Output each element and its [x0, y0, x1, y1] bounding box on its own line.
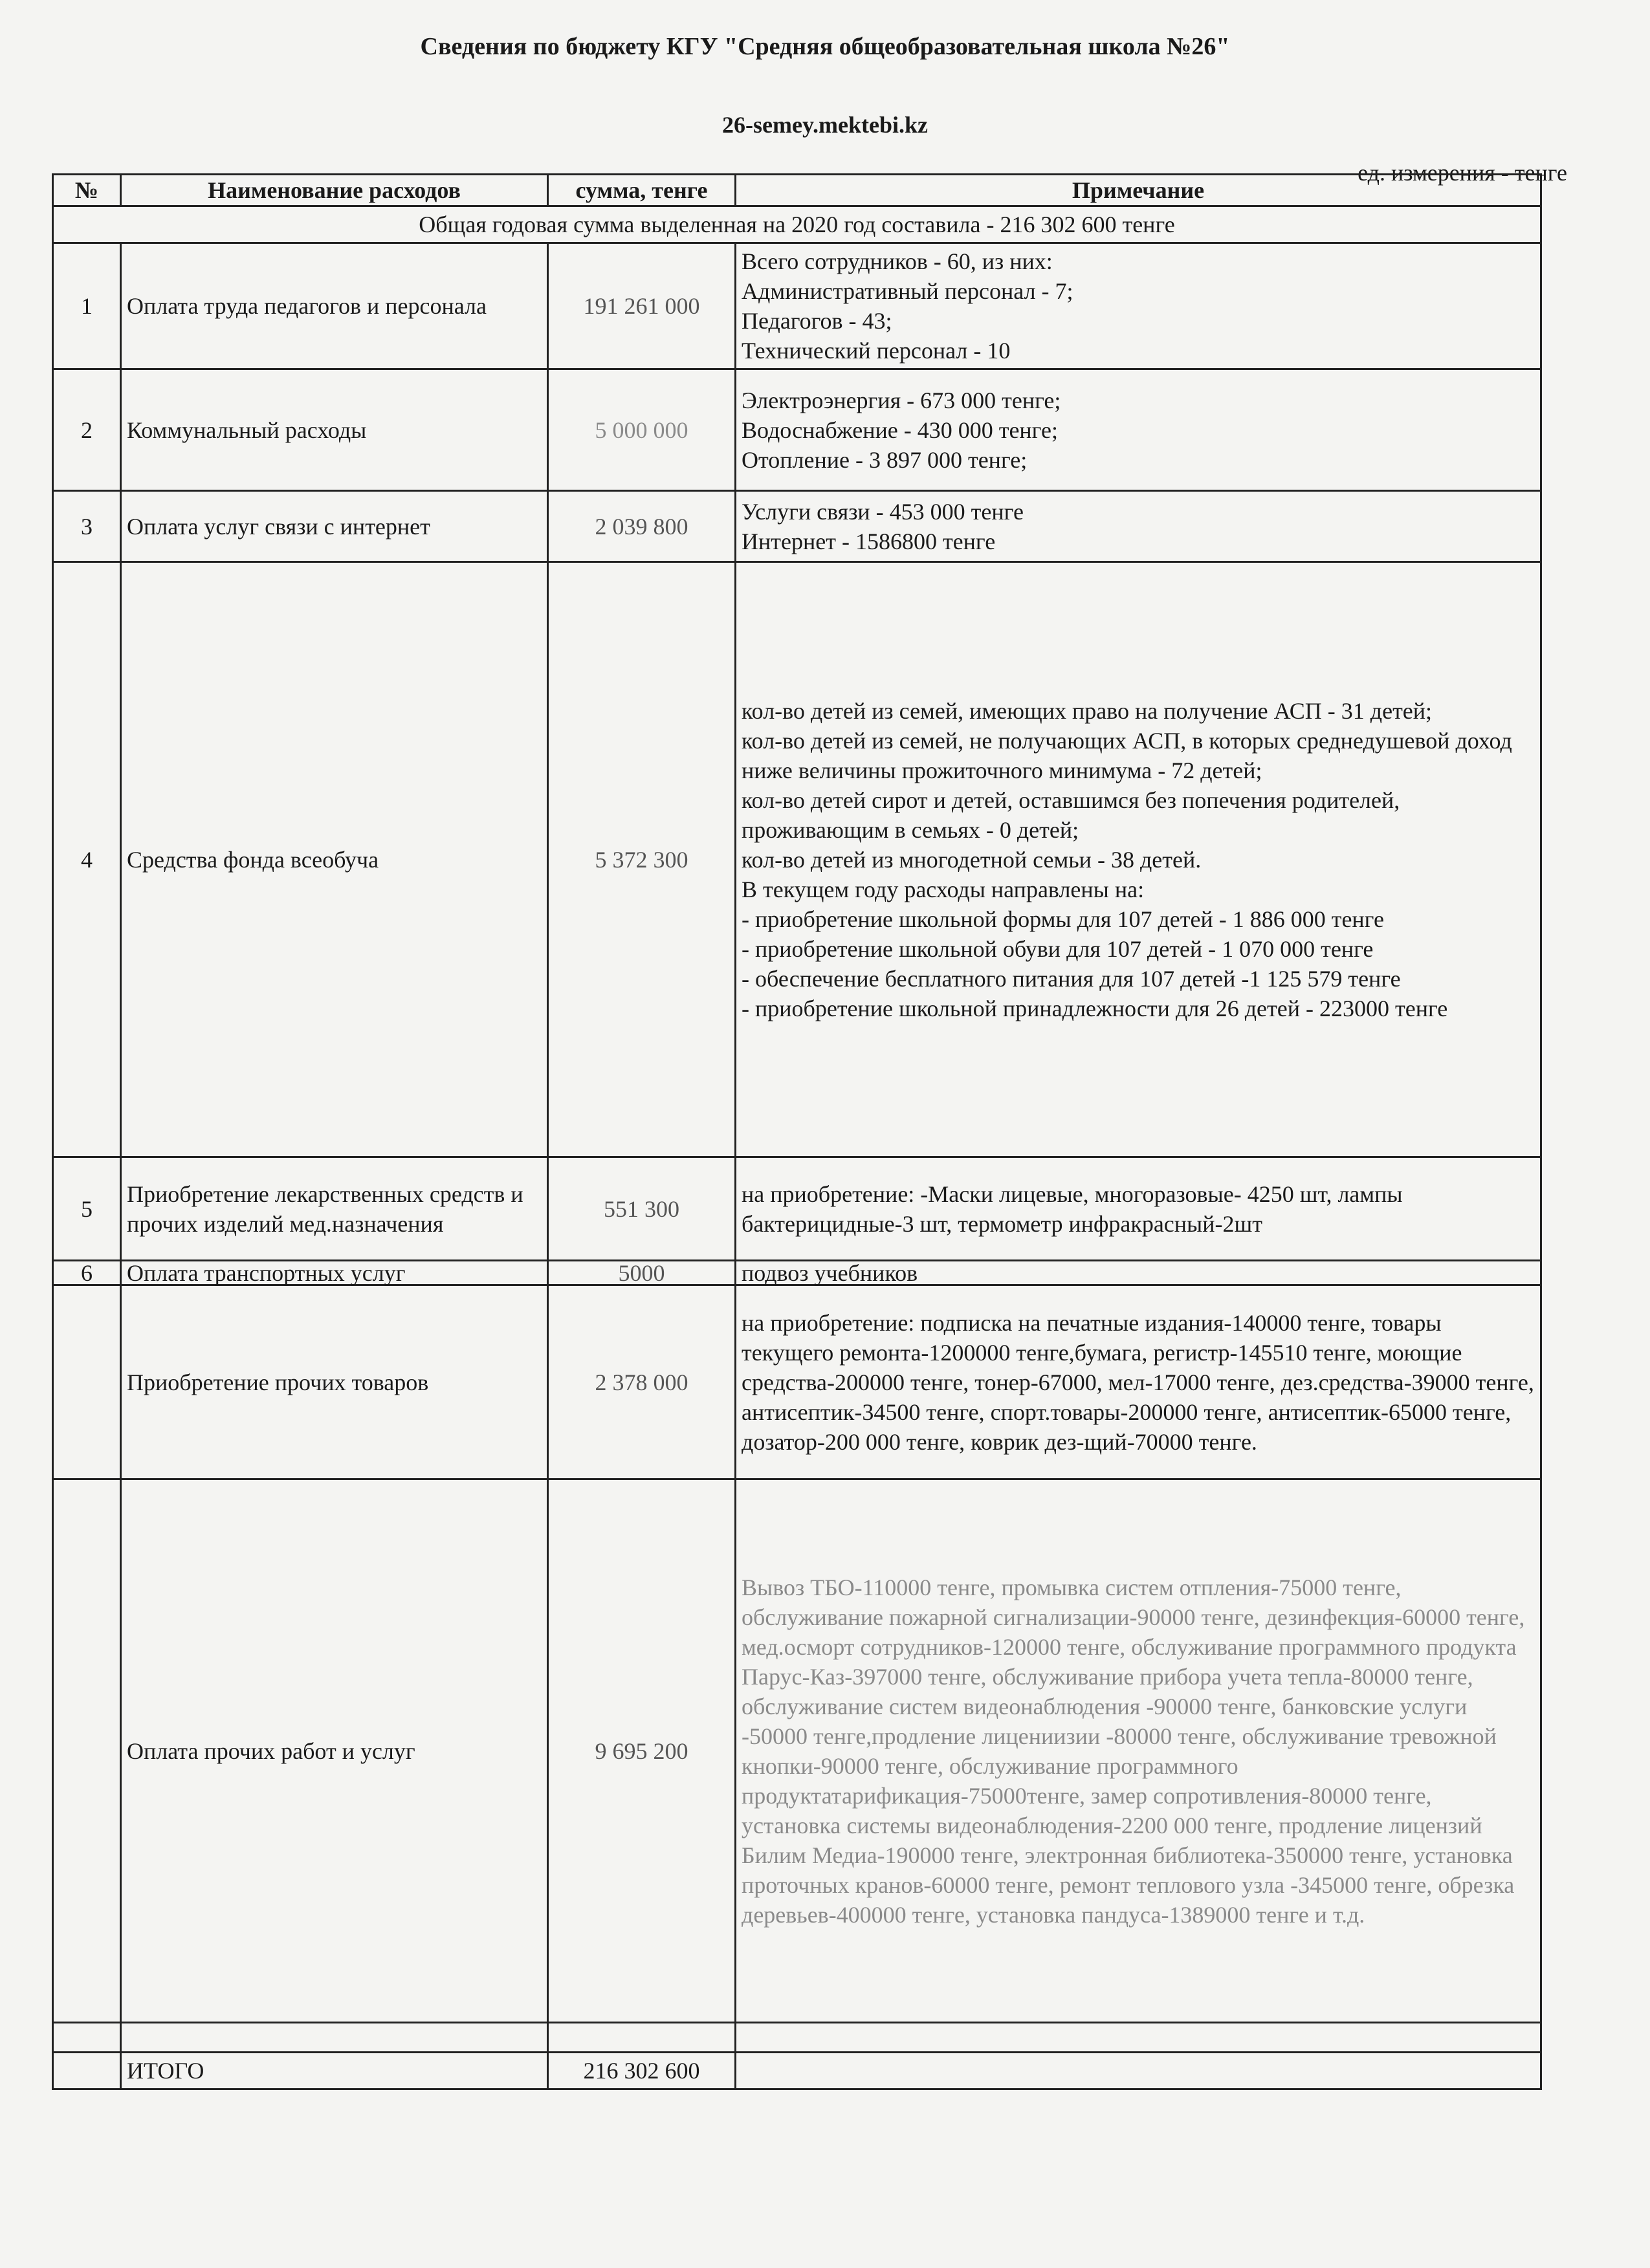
row-note — [736, 1261, 1541, 1285]
row-sum: 5 000 000 — [548, 369, 736, 491]
table-header-row — [53, 175, 1541, 206]
row-name: Оплата прочих работ и услуг — [121, 1479, 548, 2023]
row-note — [736, 369, 1541, 491]
row-number: 4 — [53, 562, 121, 1157]
empty-cell — [53, 2053, 121, 2089]
row-note — [736, 491, 1541, 562]
document-title: Сведения по бюджету КГУ "Средняя общеобразовательная школа №26" — [420, 33, 1230, 60]
note-line: Отопление - 3 897 000 тенге; — [742, 446, 1028, 473]
units-note: ед. измерения - тенге — [1358, 160, 1567, 186]
table-row — [53, 1261, 1541, 1285]
row-note — [736, 243, 1541, 369]
row-name: Оплата транспортных услуг — [121, 1261, 548, 1285]
row-sum: 2 039 800 — [548, 491, 736, 562]
empty-row — [53, 2023, 1541, 2053]
table-row — [53, 243, 1541, 369]
table-row — [53, 1285, 1541, 1479]
note-line: подвоз учебников — [742, 1259, 918, 1286]
row-note — [736, 1157, 1541, 1261]
row-number: 1 — [53, 243, 121, 369]
note-line: - приобретение школьной обуви для 107 детей - 1 070 000 тенге — [742, 935, 1374, 962]
empty-cell — [736, 2053, 1541, 2089]
row-sum: 5 372 300 — [548, 562, 736, 1157]
column-header-number: № — [53, 175, 121, 206]
total-row — [53, 2053, 1541, 2089]
note-line: Административный персонал - 7; — [742, 278, 1073, 304]
empty-cell — [121, 2023, 548, 2053]
row-number: 5 — [53, 1157, 121, 1261]
row-note — [736, 562, 1541, 1157]
row-name: Оплата услуг связи с интернет — [121, 491, 548, 562]
table-row — [53, 491, 1541, 562]
note-line: - приобретение школьной принадлежности для 26 детей - 223000 тенге — [742, 995, 1448, 1021]
empty-cell — [53, 2023, 121, 2053]
note-line: Услуги связи - 453 000 тенге — [742, 498, 1024, 525]
note-line: Вывоз ТБО-110000 тенге, промывка систем отпления-75000 тенге, обслуживание пожарной сигнализации-90000 тенге, дезинфекция-60000 тенге, мед.осморт сотрудников-120000 тенге, обслуживание программного продукта Парус-Каз-397000 тенге, обслуживание прибора учета тепла-80000 тенге, обслуживание систем видеонаблюдения -90000 тенге, банковские услуги -50000 тенге,продление лицениизии -80000 тенге, обслуживание тревожной кнопки-90000 тенге, обслуживание программного продуктатарификация-75000тенге, замер сопротивления-80000 тенге, установка системы видеонаблюдения-2200 000 тенге, продление лицензий Билим Медиа-190000 тенге, электронная библиотека-350000 тенге, установка проточных кранов-60000 тенге, ремонт теплового узла -345000 тенге, обрезка деревьев-400000 тенге, установка пандуса-1389000 тенге и т.д. — [742, 1574, 1525, 1928]
summary-row — [53, 206, 1541, 243]
note-line: Технический персонал - 10 — [742, 338, 1011, 364]
row-sum: 2 378 000 — [548, 1285, 736, 1479]
note-line: - обеспечение бесплатного питания для 107 детей -1 125 579 тенге — [742, 965, 1401, 992]
row-name: Приобретение прочих товаров — [121, 1285, 548, 1479]
table-row — [53, 1479, 1541, 2023]
table-row — [53, 369, 1541, 491]
note-line: В текущем году расходы направлены на: — [742, 876, 1145, 902]
note-line: на приобретение: -Маски лицевые, многоразовые- 4250 шт, лампы бактерицидные-3 шт, термометр инфракрасный-2шт — [742, 1181, 1403, 1237]
row-number: 6 — [53, 1261, 121, 1285]
note-line: Электроэнергия - 673 000 тенге; — [742, 387, 1061, 413]
table-row — [53, 562, 1541, 1157]
row-sum: 5000 — [548, 1261, 736, 1285]
row-name: Оплата труда педагогов и персонала — [121, 243, 548, 369]
note-line: на приобретение: подписка на печатные издания-140000 тенге, товары текущего ремонта-1200000 тенге,бумага, регистр-145510 тенге, моющие средства-200000 тенге, тонер-67000, мел-17000 тенге, дез.средства-39000 тенге, антисептик-34500 тенге, спорт.товары-200000 тенге, антисептик-65000 тенге, дозатор-200 000 тенге, коврик дез-щий-70000 тенге. — [742, 1309, 1534, 1455]
column-header-sum: сумма, тенге — [548, 175, 736, 206]
row-sum: 551 300 — [548, 1157, 736, 1261]
row-name: Коммунальный расходы — [121, 369, 548, 491]
table-row — [53, 1157, 1541, 1261]
note-line: Водоснабжение - 430 000 тенге; — [742, 417, 1058, 443]
row-number — [53, 1285, 121, 1479]
row-name: Средства фонда всеобуча — [121, 562, 548, 1157]
note-line: кол-во детей из семей, не получающих АСП, в которых среднедушевой доход ниже величины прожиточного минимума - 72 детей; — [742, 727, 1512, 783]
note-line: Всего сотрудников - 60, из них: — [742, 248, 1053, 274]
note-line: - приобретение школьной формы для 107 детей - 1 886 000 тенге — [742, 906, 1384, 932]
row-note — [736, 1285, 1541, 1479]
row-note — [736, 1479, 1541, 2023]
row-sum: 9 695 200 — [548, 1479, 736, 2023]
note-line: Педагогов - 43; — [742, 308, 892, 334]
school-website: 26-semey.mektebi.kz — [722, 112, 928, 138]
note-line: кол-во детей сирот и детей, оставшимся без попечения родителей, проживающим в семьях - 0 детей; — [742, 787, 1400, 843]
column-header-note: Примечание — [736, 175, 1541, 206]
empty-cell — [736, 2023, 1541, 2053]
row-name: Приобретение лекарственных средств и прочих изделий мед.назначения — [121, 1157, 548, 1261]
note-line: кол-во детей из многодетной семьи - 38 детей. — [742, 846, 1202, 873]
empty-cell — [548, 2023, 736, 2053]
column-header-name: Наименование расходов — [121, 175, 548, 206]
row-number: 3 — [53, 491, 121, 562]
row-number: 2 — [53, 369, 121, 491]
row-number — [53, 1479, 121, 2023]
annual-summary: Общая годовая сумма выделенная на 2020 год составила - 216 302 600 тенге — [53, 206, 1541, 243]
note-line: кол-во детей из семей, имеющих право на получение АСП - 31 детей; — [742, 697, 1433, 724]
note-line: Интернет - 1586800 тенге — [742, 528, 996, 554]
total-sum: 216 302 600 — [548, 2053, 736, 2089]
total-label: ИТОГО — [121, 2053, 548, 2089]
budget-table — [52, 173, 1542, 2090]
row-sum: 191 261 000 — [548, 243, 736, 369]
